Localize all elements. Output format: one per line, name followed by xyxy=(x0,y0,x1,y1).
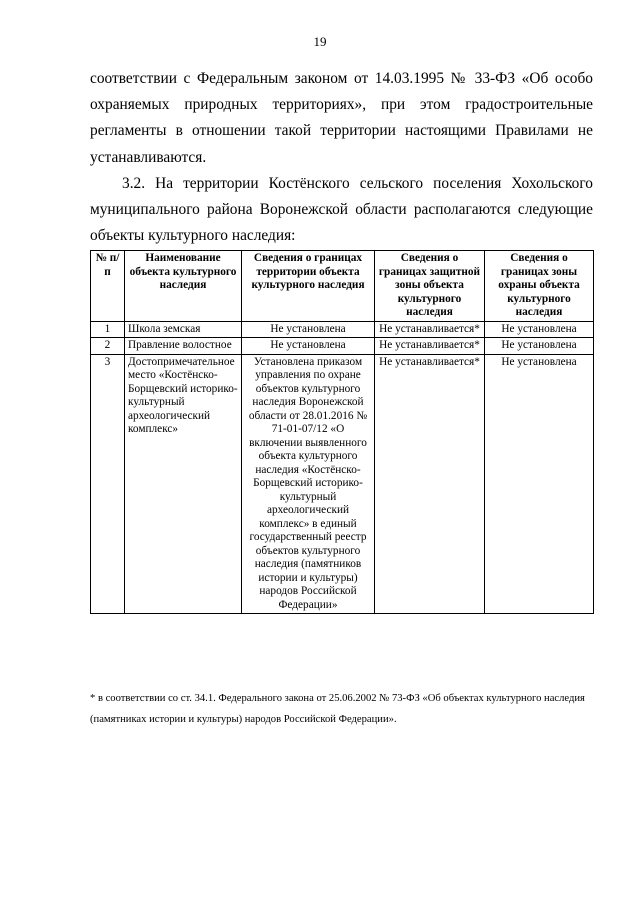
header-protection-zone: Сведения о границах зоны охраны объекта культурного наследия xyxy=(485,251,594,322)
table-row xyxy=(91,321,594,338)
row-protective-zone: Не устанавливается* xyxy=(375,338,485,355)
row-territory: Не установлена xyxy=(242,338,375,355)
row-protective-zone: Не устанавливается* xyxy=(375,354,485,614)
heritage-table xyxy=(90,250,594,614)
row-protection-zone: Не установлена xyxy=(485,321,594,338)
paragraph-1: соответствии с Федеральным законом от 14.03.1995 № 33-ФЗ «Об особо охраняемых природных территориях», при этом градостроительные регламенты в отношении такой территории настоящими Правилами не устанавливаются. xyxy=(90,70,593,166)
paragraph-2: 3.2. На территории Костёнского сельского поселения Хохольского муниципального района Воронежской области располагаются следующие объекты культурного наследия: xyxy=(90,174,593,245)
row-name: Школа земская xyxy=(125,321,242,338)
table-row xyxy=(91,338,594,355)
row-number: 2 xyxy=(91,338,125,355)
row-protection-zone: Не установлена xyxy=(485,354,594,614)
page-number: 19 xyxy=(313,34,327,49)
body-text xyxy=(90,66,593,249)
row-number: 1 xyxy=(91,321,125,338)
table-row xyxy=(91,354,594,614)
row-name: Достопримечательное место «Костёнско-Борщевский историко-культурный археологический комплекс» xyxy=(125,354,242,614)
header-protective-zone: Сведения о границах защитной зоны объекта культурного наследия xyxy=(375,251,485,322)
row-number: 3 xyxy=(91,354,125,614)
header-name: Наименование объекта культурного наследия xyxy=(125,251,242,322)
row-territory: Установлена приказом управления по охране объектов культурного наследия Воронежской области от 28.01.2016 № 71-01-07/12 «О включении выявленного объекта культурного наследия «Костёнско-Борщевский историко-культурный археологический комплекс» в единый государственный реестр объектов культурного наследия (памятников истории и культуры) народов Российской Федерации» xyxy=(242,354,375,614)
row-name: Правление волостное xyxy=(125,338,242,355)
footnote: * в соответствии со ст. 34.1. Федерального закона от 25.06.2002 № 73-ФЗ «Об объектах культурного наследия (памятниках истории и культуры) народов Российской Федерации». xyxy=(90,693,585,725)
row-territory: Не установлена xyxy=(242,321,375,338)
table-header-row xyxy=(91,251,594,322)
row-protective-zone: Не устанавливается* xyxy=(375,321,485,338)
row-protection-zone: Не установлена xyxy=(485,338,594,355)
header-number: № п/п xyxy=(91,251,125,322)
header-territory: Сведения о границах территории объекта культурного наследия xyxy=(242,251,375,322)
